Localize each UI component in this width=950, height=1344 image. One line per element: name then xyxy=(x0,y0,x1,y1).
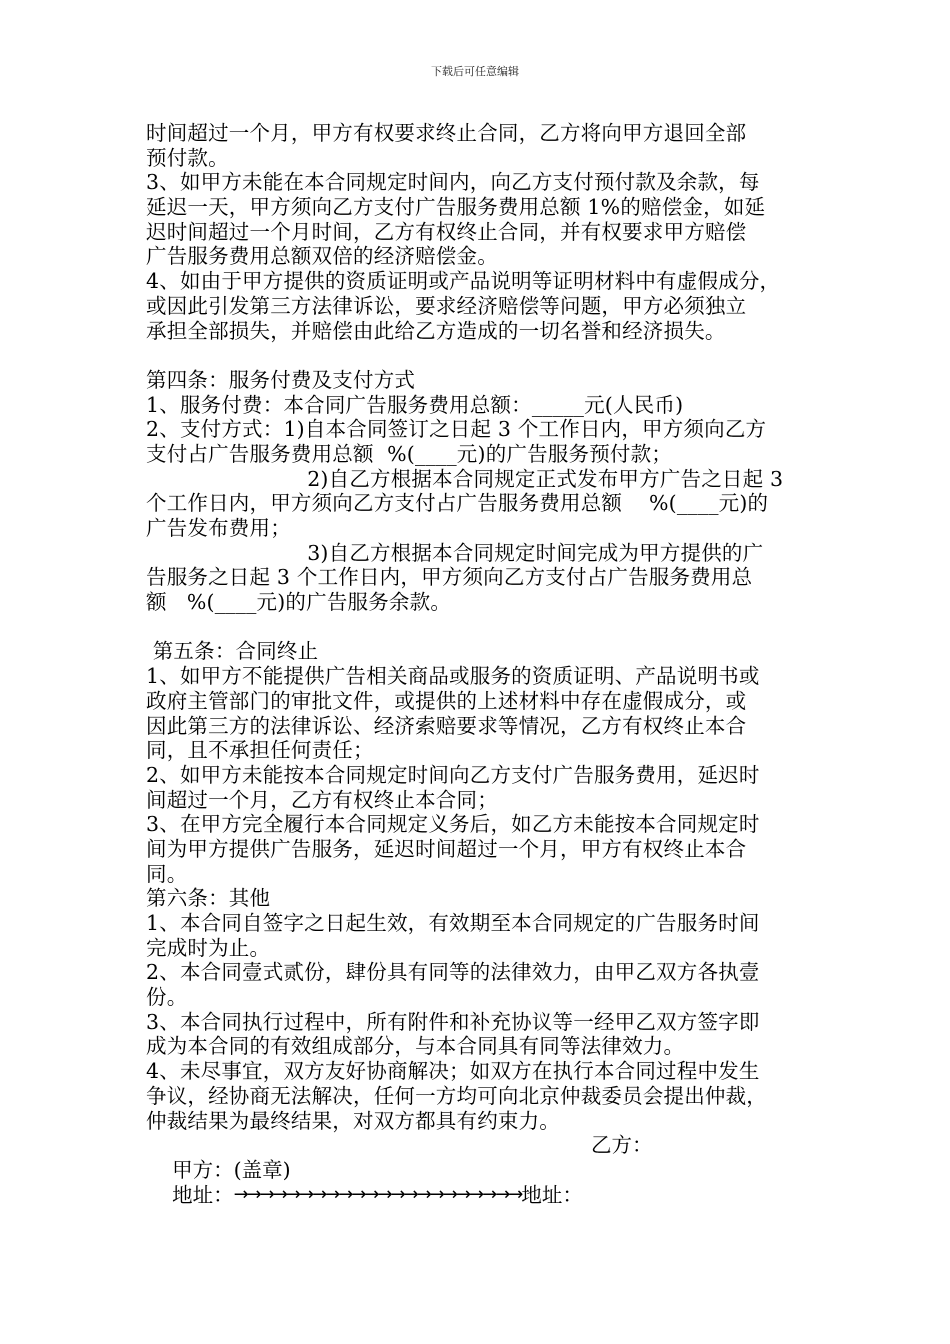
text-line: 份。 xyxy=(146,985,188,1010)
text-line: 2、如甲方未能按本合同规定时间向乙方支付广告服务费用，延迟时 xyxy=(146,762,760,787)
text-line: 或因此引发第三方法律诉讼，要求经济赔偿等问题，甲方必须独立 xyxy=(146,293,747,318)
text-line: 广告发布费用； xyxy=(146,516,291,540)
page-header: 下载后可任意编辑 xyxy=(431,65,519,78)
text-line: 广告服务费用总额双倍的经济赔偿金。 xyxy=(146,244,498,269)
text-line: 同。 xyxy=(146,861,188,886)
text-line: 第四条：服务付费及支付方式 xyxy=(146,367,416,392)
text-line: 4、未尽事宜，双方友好协商解决；如双方在执行本合同过程中发生 xyxy=(146,1059,760,1084)
contract-text xyxy=(146,121,826,1133)
text-line: 1、如甲方不能提供广告相关商品或服务的资质证明、产品说明书或 xyxy=(146,664,760,689)
text-line: 同，且不承担任何责任； xyxy=(146,738,374,763)
party-a-label: 甲方：(盖章) xyxy=(172,1157,291,1182)
text-line: 延迟一天，甲方须向乙方支付广告服务费用总额 1%的赔偿金，如延 xyxy=(146,195,766,220)
text-line: 成为本合同的有效组成部分，与本合同具有同等法律效力。 xyxy=(146,1034,685,1059)
text-line: 时间超过一个月，甲方有权要求终止合同，乙方将向甲方退回全部 xyxy=(146,121,747,145)
text-line: 3)自乙方根据本合同规定时间完成为甲方提供的广 xyxy=(146,540,764,565)
text-line: 预付款。 xyxy=(146,145,229,170)
text-line: 2、本合同壹式贰份，肆份具有同等的法律效力，由甲乙双方各执壹 xyxy=(146,960,760,985)
address-b-label: 地址： xyxy=(521,1182,583,1207)
tab-arrows: →→→→→→→→→→→→→→→→→→→→→→ xyxy=(233,1183,522,1205)
text-line: 间为甲方提供广告服务，延迟时间超过一个月，甲方有权终止本合 xyxy=(146,836,747,861)
text-line: 第五条：合同终止 xyxy=(146,639,319,664)
text-line: 1、本合同自签字之日起生效，有效期至本合同规定的广告服务时间 xyxy=(146,911,760,935)
text-line: 仲裁结果为最终结果，对双方都具有约束力。 xyxy=(146,1108,560,1133)
text-line: 1、服务付费：本合同广告服务费用总额：_____元(人民币) xyxy=(146,392,684,417)
signature-row xyxy=(146,1133,826,1182)
blank-line xyxy=(146,343,826,368)
text-line: 完成时为止。 xyxy=(146,935,271,960)
blank-line xyxy=(146,615,826,640)
document-body xyxy=(146,121,826,1207)
text-line: 个工作日内，甲方须向乙方支付占广告服务费用总额 %(____元)的 xyxy=(146,491,769,516)
party-b-label: 乙方： xyxy=(591,1133,653,1158)
text-line: 3、在甲方完全履行本合同规定义务后，如乙方未能按本合同规定时 xyxy=(146,812,760,837)
text-line: 承担全部损失，并赔偿由此给乙方造成的一切名誉和经济损失。 xyxy=(146,318,726,343)
text-line: 额 %(____元)的广告服务余款。 xyxy=(146,590,452,615)
address-row xyxy=(146,1158,826,1207)
text-line: 第六条：其他 xyxy=(146,886,271,911)
text-line: 4、如由于甲方提供的资质证明或产品说明等证明材料中有虚假成分， xyxy=(146,269,781,294)
text-line: 告服务之日起 3 个工作日内，甲方须向乙方支付占广告服务费用总 xyxy=(146,565,753,590)
text-line: 间超过一个月，乙方有权终止本合同； xyxy=(146,787,498,812)
text-line: 3、如甲方未能在本合同规定时间内，向乙方支付预付款及余款，每 xyxy=(146,170,760,195)
text-line: 迟时间超过一个月时间，乙方有权终止合同，并有权要求甲方赔偿 xyxy=(146,219,747,244)
text-line: 2、支付方式：1)自本合同签订之日起 3 个工作日内，甲方须向乙方 xyxy=(146,417,767,442)
text-line: 3、本合同执行过程中，所有附件和补充协议等一经甲乙双方签字即 xyxy=(146,1009,760,1034)
text-line: 因此第三方的法律诉讼、经济索赔要求等情况，乙方有权终止本合 xyxy=(146,713,747,738)
text-line: 政府主管部门的审批文件，或提供的上述材料中存在虚假成分，或 xyxy=(146,688,747,713)
text-line: 支付占广告服务费用总额 %(____元)的广告服务预付款； xyxy=(146,441,673,466)
text-line: 争议，经协商无法解决，任何一方均可向北京仲裁委员会提出仲裁， xyxy=(146,1083,767,1108)
address-a-label: 地址： xyxy=(172,1182,234,1207)
text-line: 2)自乙方根据本合同规定正式发布甲方广告之日起 3 xyxy=(146,466,784,491)
